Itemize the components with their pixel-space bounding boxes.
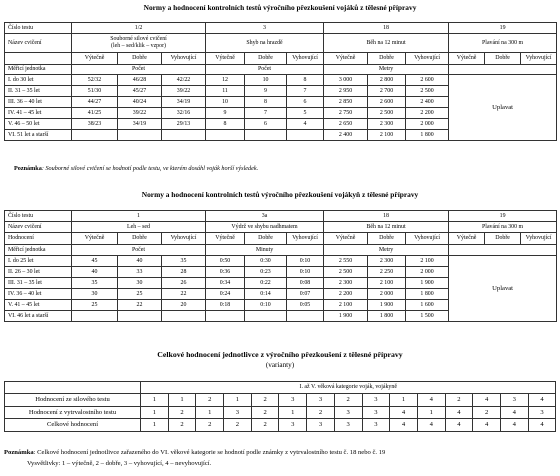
test-number: 3 [206, 23, 324, 34]
norm-value: 7 [287, 86, 324, 97]
exercise-name: Běh na 12 minut [324, 34, 449, 53]
rating-value: 2 [334, 394, 362, 407]
norm-value: 41/25 [72, 108, 118, 119]
norm-value: 0:24 [206, 289, 245, 300]
norm-value: 0:10 [287, 256, 324, 267]
norm-value: 2 600 [406, 75, 449, 86]
rating-value: 2 [224, 419, 252, 432]
norm-value: 2 800 [368, 75, 406, 86]
test-number: 19 [449, 23, 557, 34]
norm-value: 34/19 [162, 97, 206, 108]
norm-value: 35 [72, 278, 118, 289]
rating-value: 2 [445, 394, 473, 407]
grade-header: Dobře [368, 53, 406, 65]
rating-value: 3 [279, 394, 307, 407]
rating-value: 1 [141, 419, 169, 432]
women-rows [5, 256, 557, 322]
norm-value: 12 [206, 75, 245, 86]
grade-header: Výtečně [324, 233, 368, 245]
unit-label: Měřicí jednotka [5, 245, 72, 256]
norm-value: 40 [118, 256, 162, 267]
note-text: : Souborné silové cvičení se hodnotí podle testu, ve kterém dosáhl voják horší výsledek. [41, 165, 259, 172]
norm-value: 2 700 [368, 86, 406, 97]
rating-value: 1 [279, 406, 307, 419]
age-category: IV. 36 – 40 let [5, 289, 72, 300]
norm-value: 1 900 [324, 311, 368, 322]
table3-title: Celkové hodnocení jednotlivce z výročního přezkoušení z tělesné přípravy [157, 350, 403, 359]
norm-value: 0:22 [245, 278, 287, 289]
norm-value: 10 [206, 97, 245, 108]
rating-value: 4 [473, 419, 501, 432]
table-row [5, 256, 557, 267]
norm-value: 2 000 [368, 289, 406, 300]
norm-value: 2 950 [324, 86, 368, 97]
norm-value: 0:18 [206, 300, 245, 311]
norm-value: 0:05 [287, 300, 324, 311]
grade-header: Výtečně [324, 53, 368, 65]
test-number: 1 [72, 211, 206, 222]
exercise-label: Název cvičení [5, 34, 72, 53]
unit-value: Počet [206, 65, 324, 75]
age-category: III. 36 – 40 let [5, 97, 72, 108]
norm-value: 2 400 [406, 97, 449, 108]
age-category: II. 26 – 30 let [5, 267, 72, 278]
norm-value: 2 650 [324, 119, 368, 130]
rating-value: 1 [390, 394, 418, 407]
rating-value: 4 [500, 419, 528, 432]
norm-value [118, 311, 162, 322]
norm-value: 1 800 [406, 130, 449, 141]
exercise-name: Leh – sed [72, 222, 206, 233]
rating-value: 4 [500, 406, 528, 419]
note-label: Poznámka [14, 165, 42, 172]
age-category: I. do 30 let [5, 75, 72, 86]
norm-value: 2 000 [406, 119, 449, 130]
norm-value [245, 311, 287, 322]
norm-value [162, 311, 206, 322]
norm-value: 35 [162, 256, 206, 267]
age-category: III. 31 – 35 let [5, 278, 72, 289]
norm-value: 1 800 [368, 311, 406, 322]
norm-value: 4 [287, 119, 324, 130]
grade-header: Výtečně [206, 53, 245, 65]
norm-value: 38/23 [72, 119, 118, 130]
norm-value: 5 [287, 108, 324, 119]
grade-header: Výtečně [449, 233, 485, 245]
rating-value: 4 [390, 406, 418, 419]
exercise-name: Běh na 12 minut [324, 222, 449, 233]
norm-value: 2 500 [324, 267, 368, 278]
table3-note [4, 449, 385, 456]
rating-value: 3 [362, 406, 390, 419]
norm-value: 2 100 [368, 130, 406, 141]
norm-value: 0:10 [287, 267, 324, 278]
norm-value: 0:08 [287, 278, 324, 289]
exercise-name: Plavání na 300 m [449, 34, 557, 53]
test-number: 18 [324, 211, 449, 222]
note-label: Poznámka [4, 449, 34, 456]
grade-header: Vyhovující [287, 53, 324, 65]
table2-title: Normy a hodnocení kontrolních testů výročního přezkoušení vojákyň z tělesné přípravy [141, 190, 419, 199]
unit-value [449, 65, 557, 75]
grade-header: Dobře [245, 53, 287, 65]
grade-header: Dobře [368, 233, 406, 245]
rating-row-label: Celkové hodnocení [5, 419, 141, 432]
unit-value: Metry [324, 65, 449, 75]
table-row [5, 406, 556, 419]
rating-value: 2 [196, 394, 224, 407]
norm-value: 20 [162, 300, 206, 311]
norm-value: 0:10 [245, 300, 287, 311]
rating-value: 2 [168, 419, 196, 432]
test-number-label: Číslo testu [5, 211, 72, 222]
rating-value: 2 [473, 406, 501, 419]
rating-value: 2 [307, 406, 335, 419]
norm-value: 0:36 [206, 267, 245, 278]
rating-value: 4 [473, 394, 501, 407]
grade-label-empty [5, 53, 72, 65]
norm-value: 32/16 [162, 108, 206, 119]
age-category: V. 46 – 50 let [5, 119, 72, 130]
rating-value: 2 [251, 419, 279, 432]
norm-value: 46/28 [118, 75, 162, 86]
rating-value: 4 [528, 419, 556, 432]
norm-value [245, 130, 287, 141]
norm-value: 44/27 [72, 97, 118, 108]
rating-value: 4 [445, 406, 473, 419]
norm-value: 22 [118, 300, 162, 311]
unit-value: Počet [72, 245, 206, 256]
rating-value: 3 [528, 406, 556, 419]
norm-value: 2 200 [406, 108, 449, 119]
norm-value: 30 [72, 289, 118, 300]
legend: Vysvětlivky: 1 – výtečně, 2 – dobře, 3 – vyhovující, 4 – nevyhovující. [27, 460, 212, 467]
rating-row-label: Hodnocení z vytrvalostního testu [5, 406, 141, 419]
norm-value: 10 [245, 75, 287, 86]
norm-value: 2 850 [324, 97, 368, 108]
rating-value: 4 [390, 419, 418, 432]
swim-requirement: Uplavat [449, 75, 557, 141]
norm-value: 2 300 [368, 119, 406, 130]
rating-value: 3 [279, 419, 307, 432]
rating-value: 1 [168, 394, 196, 407]
grade-label: Hodnocení [5, 233, 72, 245]
norm-value: 30 [118, 278, 162, 289]
age-category: VI. 46 let a starší [5, 311, 72, 322]
women-norms-table [4, 210, 557, 322]
norm-value: 45 [72, 256, 118, 267]
norm-value: 0:34 [206, 278, 245, 289]
norm-value: 0:07 [287, 289, 324, 300]
norm-value: 39/22 [162, 86, 206, 97]
norm-value: 6 [287, 97, 324, 108]
rating-value: 2 [168, 406, 196, 419]
rating-value: 1 [417, 406, 445, 419]
rating-value: 3 [362, 394, 390, 407]
norm-value: 8 [287, 75, 324, 86]
rating-value: 2 [251, 394, 279, 407]
rating-rows [5, 394, 556, 432]
grade-header: Výtečně [72, 53, 118, 65]
norm-value: 25 [72, 300, 118, 311]
norm-value: 2 100 [324, 300, 368, 311]
norm-value: 9 [245, 86, 287, 97]
rating-value: 3 [500, 394, 528, 407]
norm-value: 42/22 [162, 75, 206, 86]
norm-value: 2 200 [324, 289, 368, 300]
norm-value [206, 311, 245, 322]
grade-header: Vyhovující [162, 233, 206, 245]
category-header: I. až V. věková kategorie voják, vojákyně [141, 382, 556, 394]
test-number: 3a [206, 211, 324, 222]
test-number-label: Číslo testu [5, 23, 72, 34]
rating-value: 1 [224, 394, 252, 407]
grade-header: Vyhovující [406, 233, 449, 245]
norm-value: 1 600 [406, 300, 449, 311]
unit-value [449, 245, 557, 256]
norm-value: 11 [206, 86, 245, 97]
norm-value [287, 130, 324, 141]
norm-value [206, 130, 245, 141]
exercise-name: Souborné silové cvičení (leh – sed/klik – vzpor) [72, 34, 206, 53]
test-number: 18 [324, 23, 449, 34]
norm-value: 3 000 [324, 75, 368, 86]
norm-value: 2 500 [406, 86, 449, 97]
unit-value: Metry [324, 245, 449, 256]
unit-value: Počet [72, 65, 206, 75]
norm-value: 2 600 [368, 97, 406, 108]
grade-header: Vyhovující [521, 53, 557, 65]
norm-value [72, 311, 118, 322]
exercise-name: Shyb na hrazdě [206, 34, 324, 53]
norm-value: 39/22 [118, 108, 162, 119]
norm-value: 45/27 [118, 86, 162, 97]
age-category: VI. 51 let a starší [5, 130, 72, 141]
norm-value: 51/30 [72, 86, 118, 97]
table-row [5, 75, 557, 86]
norm-value: 40/24 [118, 97, 162, 108]
exercise-name: Plavání na 300 m [449, 222, 557, 233]
norm-value: 0:30 [245, 256, 287, 267]
norm-value [118, 130, 162, 141]
table1-title: Normy a hodnocení kontrolních testů výročního přezkoušení vojáků z tělesné přípravy [143, 3, 417, 12]
norm-value: 1 900 [406, 278, 449, 289]
note-text: : Celkové hodnocení jednotlivce zařazeného do VI. věkové kategorie se hodnotí podle známky z vytrvalostního testu č. 18 nebo č. 19 [33, 449, 386, 456]
norm-value: 2 400 [324, 130, 368, 141]
grade-header: Vyhovující [406, 53, 449, 65]
norm-value: 1 900 [368, 300, 406, 311]
norm-value: 0:50 [206, 256, 245, 267]
norm-value: 25 [118, 289, 162, 300]
norm-value [287, 311, 324, 322]
norm-value: 2 100 [406, 256, 449, 267]
table3-subtitle: (varianty) [265, 361, 295, 369]
norm-value: 33 [118, 267, 162, 278]
norm-value: 52/32 [72, 75, 118, 86]
rating-value: 4 [445, 419, 473, 432]
age-category: I. do 25 let [5, 256, 72, 267]
rating-value: 4 [417, 394, 445, 407]
table-row [5, 394, 556, 407]
grade-header: Dobře [485, 53, 521, 65]
norm-value: 1 800 [406, 289, 449, 300]
rating-value: 3 [307, 394, 335, 407]
norm-value: 1 500 [406, 311, 449, 322]
grade-header: Výtečně [72, 233, 118, 245]
norm-value: 2 300 [324, 278, 368, 289]
rating-header-empty [5, 382, 141, 394]
age-category: IV. 41 – 45 let [5, 108, 72, 119]
norm-value: 2 250 [368, 267, 406, 278]
swim-requirement: Uplavat [449, 256, 557, 322]
age-category: V. 41 – 45 let [5, 300, 72, 311]
men-norms-table [4, 22, 557, 141]
norm-value: 0:23 [245, 267, 287, 278]
grade-header: Dobře [118, 53, 162, 65]
grade-header: Výtečně [206, 233, 245, 245]
norm-value: 22 [162, 289, 206, 300]
exercise-name: Výdrž ve shybu nadhmatem [206, 222, 324, 233]
rating-value: 4 [417, 419, 445, 432]
grade-header: Výtečně [449, 53, 485, 65]
rating-value: 3 [334, 406, 362, 419]
norm-value: 2 100 [368, 278, 406, 289]
overall-rating-table [4, 381, 556, 432]
grade-header: Vyhovující [287, 233, 324, 245]
norm-value: 8 [245, 97, 287, 108]
rating-value: 1 [141, 406, 169, 419]
table1-note [14, 165, 258, 172]
rating-value: 1 [141, 394, 169, 407]
norm-value: 7 [245, 108, 287, 119]
norm-value: 2 550 [324, 256, 368, 267]
norm-value: 2 000 [406, 267, 449, 278]
rating-value: 2 [196, 419, 224, 432]
norm-value: 0:14 [245, 289, 287, 300]
rating-value: 1 [196, 406, 224, 419]
norm-value: 6 [245, 119, 287, 130]
norm-value [162, 130, 206, 141]
rating-value: 2 [251, 406, 279, 419]
rating-row-label: Hodnocení ze silového testu [5, 394, 141, 407]
exercise-label: Název cvičení [5, 222, 72, 233]
rating-value: 3 [307, 419, 335, 432]
norm-value [72, 130, 118, 141]
norm-value: 40 [72, 267, 118, 278]
grade-header: Vyhovující [521, 233, 557, 245]
rating-value: 3 [334, 419, 362, 432]
norm-value: 2 750 [324, 108, 368, 119]
norm-value: 2 500 [368, 108, 406, 119]
test-number: 19 [449, 211, 557, 222]
grade-header: Dobře [245, 233, 287, 245]
unit-value: Minuty [206, 245, 324, 256]
norm-value: 34/19 [118, 119, 162, 130]
table-row [5, 419, 556, 432]
unit-label: Měřicí jednotka [5, 65, 72, 75]
norm-value: 8 [206, 119, 245, 130]
rating-value: 3 [362, 419, 390, 432]
grade-header: Dobře [485, 233, 521, 245]
norm-value: 29/13 [162, 119, 206, 130]
rating-value: 4 [528, 394, 556, 407]
men-rows [5, 75, 557, 141]
norm-value: 26 [162, 278, 206, 289]
test-number: 1/2 [72, 23, 206, 34]
age-category: II. 31 – 35 let [5, 86, 72, 97]
rating-value: 3 [224, 406, 252, 419]
norm-value: 28 [162, 267, 206, 278]
grade-header: Vyhovující [162, 53, 206, 65]
norm-value: 9 [206, 108, 245, 119]
norm-value: 2 300 [368, 256, 406, 267]
grade-header: Dobře [118, 233, 162, 245]
